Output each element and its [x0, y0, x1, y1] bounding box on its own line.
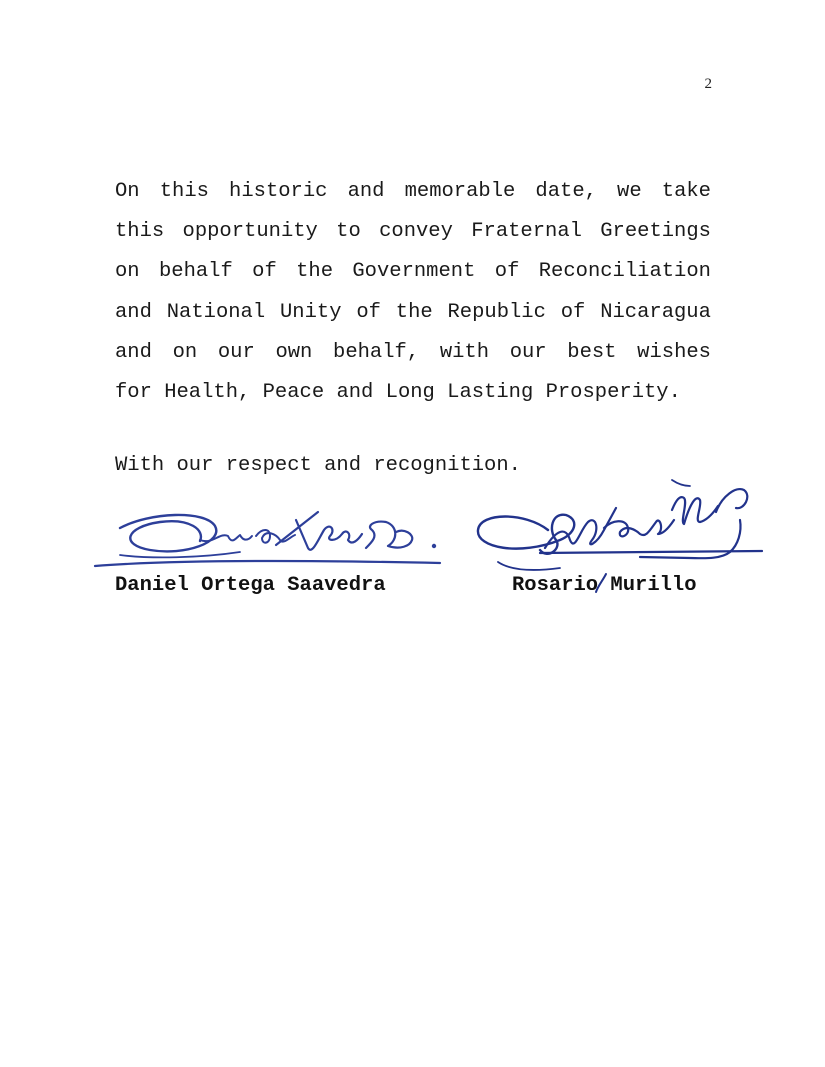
body-word: and	[336, 380, 374, 404]
body-word: of	[356, 300, 381, 324]
body-word: and	[115, 340, 152, 364]
body-word: behalf,	[333, 340, 420, 364]
body-word: we	[617, 180, 642, 203]
body-word: for	[115, 380, 152, 404]
body-word: and	[115, 300, 152, 324]
body-word: Prosperity.	[545, 380, 681, 404]
body-word: Reconciliation	[538, 260, 711, 284]
body-word: the	[395, 300, 433, 324]
body-word: Nicaragua	[600, 300, 711, 324]
body-word: Lasting	[447, 380, 534, 404]
closing-line: With our respect and recognition.	[115, 454, 521, 477]
body-word: Unity	[279, 300, 342, 324]
body-word: Greetings	[600, 220, 711, 244]
letter-body	[115, 172, 711, 413]
body-word: of	[252, 260, 277, 284]
body-word: our	[509, 340, 547, 364]
body-word: Long	[385, 380, 435, 404]
body-line	[115, 212, 711, 252]
body-word: best	[567, 340, 617, 364]
body-word: Republic	[447, 300, 546, 324]
body-line	[115, 252, 711, 292]
body-word: date,	[535, 180, 597, 203]
body-word: historic	[229, 180, 328, 203]
body-line	[115, 333, 711, 373]
body-word: Fraternal	[471, 220, 582, 244]
body-word: Health,	[164, 380, 251, 404]
body-word: Peace	[262, 380, 325, 404]
body-line	[115, 293, 711, 333]
signatory-name-daniel-ortega: Daniel Ortega Saavedra	[115, 574, 386, 597]
body-word: on	[115, 260, 140, 284]
body-word: National	[166, 300, 266, 324]
page-number: 2	[704, 76, 712, 92]
body-word: own	[275, 340, 313, 364]
body-word: take	[661, 180, 711, 203]
body-word: On	[115, 180, 140, 203]
body-word: of	[494, 260, 520, 284]
body-word: this	[115, 220, 165, 244]
body-word: on	[172, 340, 198, 364]
body-word: wishes	[637, 340, 711, 364]
body-word: this	[159, 180, 209, 203]
body-word: memorable	[404, 180, 516, 203]
body-word: to	[336, 220, 361, 244]
body-word: the	[296, 260, 334, 284]
body-word: our	[217, 340, 255, 364]
body-word: opportunity	[182, 220, 318, 244]
body-line	[115, 373, 711, 413]
body-word: convey	[379, 220, 453, 244]
signatory-name-rosario-murillo: Rosario Murillo	[512, 574, 697, 597]
body-word: and	[347, 180, 385, 203]
body-line	[115, 172, 711, 212]
body-word: with	[439, 340, 490, 364]
body-word: behalf	[158, 260, 233, 284]
signature-daniel-ortega	[95, 512, 440, 566]
body-word: of	[560, 300, 586, 324]
body-word: Government	[352, 260, 476, 284]
